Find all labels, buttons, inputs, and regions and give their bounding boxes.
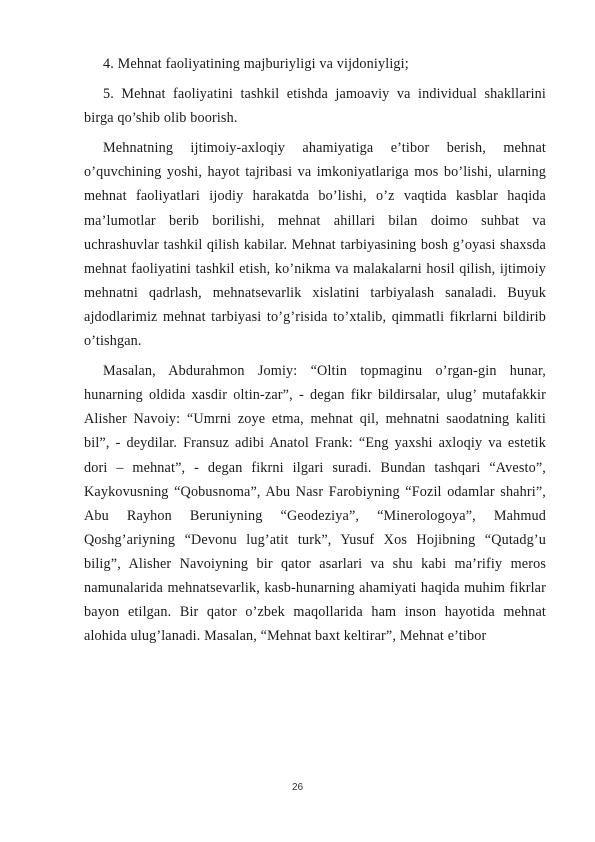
paragraph-quotes: Masalan, Abdurahmon Jomiy: “Oltin topmaginu o’rgan-gin hunar, hunarning oldida xasdir oltin-zar”, - degan fikr bildirsalar, ulug’ mutafakkir Alisher Navoiy: “Umrni zoye etma, mehnat qil, mehnatni saodatning kaliti bil”, - deydilar. Fransuz adibi Anatol Frank: “Eng yaxshi axloqiy va estetik dori – mehnat”, - degan fikrni ilgari suradi. Bundan tashqari “Avesto”, Kaykovusning “Qobusnoma”, Abu Nasr Farobiyning “Fozil odamlar shahri”, Abu Rayhon Beruniyning “Geodeziya”, “Minerologoya”, Mahmud Qoshg’ariyning “Devonu lug’atit turk”, Yusuf Xos Hojibning “Qutadg’u bilig”, Alisher Navoiyning bir qator asarlari va shu kabi ma’rifiy meros namunalarida mehnatsevarlik, kasb-hunarning ahamiyati haqida muhim fikrlar bayon etilgan. Bir qator o’zbek maqollarida ham inson hayotida mehnat alohida ulug’lanadi. Masalan, “Mehnat baxt keltirar”, Mehnat e’tibor [84, 363, 546, 645]
paragraph-labor-importance: Mehnatning ijtimoiy-axloqiy ahamiyatiga e’tibor berish, mehnat o’quvchining yoshi, hayot tajribasi va imkoniyatlariga mos bo’lishi, ularning mehnat faoliyatlari ijodiy harakatda bo’lishi, o’z vaqtida kasblar haqida ma’lumotlar berib borilishi, mehnat ahillari bilan doimo suhbat va uchrashuvlar tashkil qilish kabilar. Mehnat tarbiyasining bosh g’oyasi shaxsda mehnat faoliyatini tashkil etish, ko’nikma va malakalarni hosil qilish, ijtimoiy mehnatni qadrlash, mehnatsevarlik xislatini tarbiyalash sanaladi. Buyuk ajdodlarimiz mehnat tarbiyasi to’g’risida to’xtalib, qimmatli fikrlarni bildirib o’tishgan. [84, 140, 546, 350]
page-number: 26 [291, 782, 304, 793]
list-item-4: 4. Mehnat faoliyatining majburiyligi va vijdoniyligi; [103, 56, 409, 72]
list-item-5: 5. Mehnat faoliyatini tashkil etishda jamoaviy va individual shakllarini birga qo’shib olib boorish. [84, 86, 546, 127]
text-body [84, 52, 546, 654]
